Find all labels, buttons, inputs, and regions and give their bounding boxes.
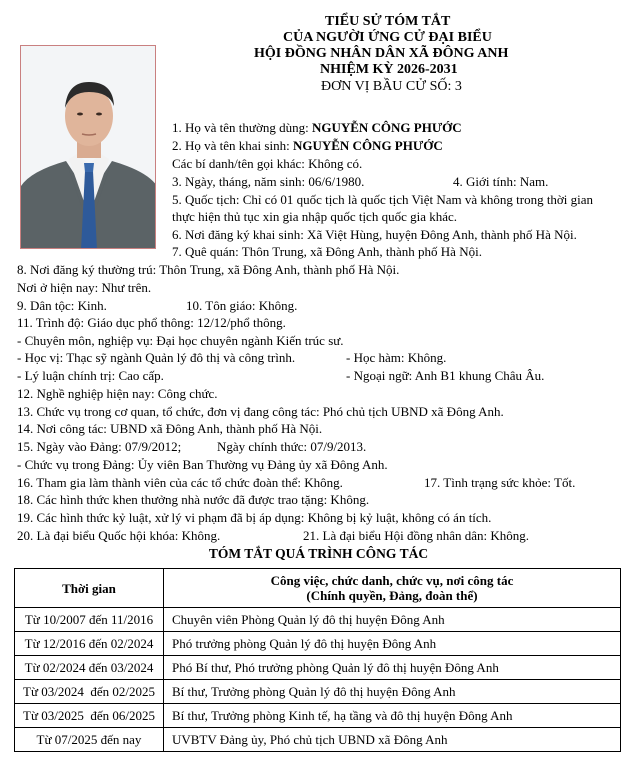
field-workplace: 14. Nơi công tác: UBND xã Đông Anh, thành phố Hà Nội. xyxy=(17,421,323,436)
field-degree: - Học vị: Thạc sỹ ngành Quản lý đô thị và công trình. xyxy=(17,350,296,365)
field-gender: 4. Giới tính: Nam. xyxy=(453,174,549,189)
row-description: Chuyên viên Phòng Quản lý đô thị huyện Đông Anh xyxy=(163,608,620,632)
row-description: Phó Bí thư, Phó trưởng phòng Quản lý đô thị huyện Đông Anh xyxy=(163,656,620,680)
field-occupation: 12. Nghề nghiệp hiện nay: Công chức. xyxy=(17,386,218,401)
row-description: Bí thư, Trưởng phòng Quản lý đô thị huyện Đông Anh xyxy=(163,680,620,704)
field-permanent-residence: 8. Nơi đăng ký thường trú: Thôn Trung, xã Đông Anh, thành phố Hà Nội. xyxy=(17,262,400,277)
row-description: Bí thư, Trưởng phòng Kinh tế, hạ tầng và đô thị huyện Đông Anh xyxy=(163,704,620,728)
field-party-join-date: 15. Ngày vào Đảng: 07/9/2012; xyxy=(17,439,182,454)
field-peoples-council: 21. Là đại biểu Hội đồng nhân dân: Không. xyxy=(303,528,530,543)
field-common-name xyxy=(172,120,462,136)
row-time: Từ 07/2025 đến nay xyxy=(15,728,164,752)
field-nationality-2: thực hiện thủ tục xin gia nhập quốc tịch quốc gia khác. xyxy=(172,209,458,224)
row-description: Phó trưởng phòng Quản lý đô thị huyện Đông Anh xyxy=(163,632,620,656)
field-alias: Các bí danh/tên gọi khác: Không có. xyxy=(172,156,363,171)
field-position: 13. Chức vụ trong cơ quan, tổ chức, đơn vị đang công tác: Phó chủ tịch UBND xã Đông Anh. xyxy=(17,404,504,419)
field-foreign-language: - Ngoại ngữ: Anh B1 khung Châu Âu. xyxy=(346,368,545,383)
field-birth-registration: 6. Nơi đăng ký khai sinh: Xã Việt Hùng, huyện Đông Anh, thành phố Hà Nội. xyxy=(172,227,577,242)
table-row xyxy=(15,632,621,656)
row-time: Từ 02/2024 đến 03/2024 xyxy=(15,656,164,680)
field-party-official-date: Ngày chính thức: 07/9/2013. xyxy=(217,439,367,454)
field-health: 17. Tình trạng sức khỏe: Tốt. xyxy=(424,475,576,490)
field-current-residence: Nơi ở hiện nay: Như trên. xyxy=(17,280,152,295)
field-awards: 18. Các hình thức khen thưởng nhà nước đã được trao tặng: Không. xyxy=(17,492,370,507)
column-header-description-line1: Công việc, chức danh, chức vụ, nơi công tác xyxy=(270,573,514,588)
table-row xyxy=(15,728,621,752)
field-dob: 3. Ngày, tháng, năm sinh: 06/6/1980. xyxy=(172,174,365,189)
career-table-header xyxy=(15,569,621,608)
field-specialty: - Chuyên môn, nghiệp vụ: Đại học chuyên ngành Kiến trúc sư. xyxy=(17,333,344,348)
common-name-value: NGUYỄN CÔNG PHƯỚC xyxy=(311,120,462,135)
field-national-assembly: 20. Là đại biểu Quốc hội khóa: Không. xyxy=(17,528,221,543)
title-line-1: TIỂU SỬ TÓM TẮT xyxy=(325,14,451,29)
table-row xyxy=(15,656,621,680)
candidate-photo xyxy=(20,45,156,249)
title-line-4: NHIỆM KỲ 2026-2031 xyxy=(320,62,458,77)
field-academic-title: - Học hàm: Không. xyxy=(346,350,447,365)
table-row xyxy=(15,680,621,704)
title-line-2: CỦA NGƯỜI ỨNG CỬ ĐẠI BIỂU xyxy=(283,30,492,45)
row-time: Từ 10/2007 đến 11/2016 xyxy=(15,608,164,632)
career-table xyxy=(14,568,621,752)
row-description: UVBTV Đảng ủy, Phó chủ tịch UBND xã Đông Anh xyxy=(163,728,620,752)
field-discipline: 19. Các hình thức kỷ luật, xử lý vi phạm đã bị áp dụng: Không bị kỷ luật, không có án tích. xyxy=(17,510,492,525)
column-header-description xyxy=(163,569,620,608)
birth-name-value: NGUYỄN CÔNG PHƯỚC xyxy=(292,138,443,153)
column-header-description-line2: (Chính quyền, Đảng, đoàn thể) xyxy=(306,588,478,603)
field-hometown: 7. Quê quán: Thôn Trung, xã Đông Anh, thành phố Hà Nội. xyxy=(172,244,482,259)
field-education: 11. Trình độ: Giáo dục phổ thông: 12/12/phổ thông. xyxy=(17,315,286,330)
portrait-icon xyxy=(21,46,156,249)
field-party-position: - Chức vụ trong Đảng: Ủy viên Ban Thường vụ Đảng ủy xã Đông Anh. xyxy=(17,457,388,472)
field-nationality-1: 5. Quốc tịch: Chỉ có 01 quốc tịch là quốc tịch Việt Nam và không trong thời gian xyxy=(172,192,594,207)
field-birth-name xyxy=(172,138,443,154)
table-row xyxy=(15,704,621,728)
career-section-title: TÓM TẮT QUÁ TRÌNH CÔNG TÁC xyxy=(208,546,429,561)
field-ethnicity: 9. Dân tộc: Kinh. xyxy=(17,298,107,313)
row-time: Từ 12/2016 đến 02/2024 xyxy=(15,632,164,656)
title-line-3: HỘI ĐỒNG NHÂN DÂN XÃ ĐÔNG ANH xyxy=(254,46,509,61)
field-label: 2. Họ và tên khai sinh: xyxy=(172,138,293,153)
table-row xyxy=(15,608,621,632)
field-religion: 10. Tôn giáo: Không. xyxy=(186,298,298,313)
column-header-time: Thời gian xyxy=(15,569,164,608)
row-time: Từ 03/2024 đến 02/2025 xyxy=(15,680,164,704)
field-political-theory: - Lý luận chính trị: Cao cấp. xyxy=(17,368,164,383)
field-organizations: 16. Tham gia làm thành viên của các tổ chức đoàn thể: Không. xyxy=(17,475,343,490)
electoral-unit: ĐƠN VỊ BẦU CỬ SỐ: 3 xyxy=(321,79,462,94)
row-time: Từ 03/2025 đến 06/2025 xyxy=(15,704,164,728)
field-label: 1. Họ và tên thường dùng: xyxy=(172,120,312,135)
